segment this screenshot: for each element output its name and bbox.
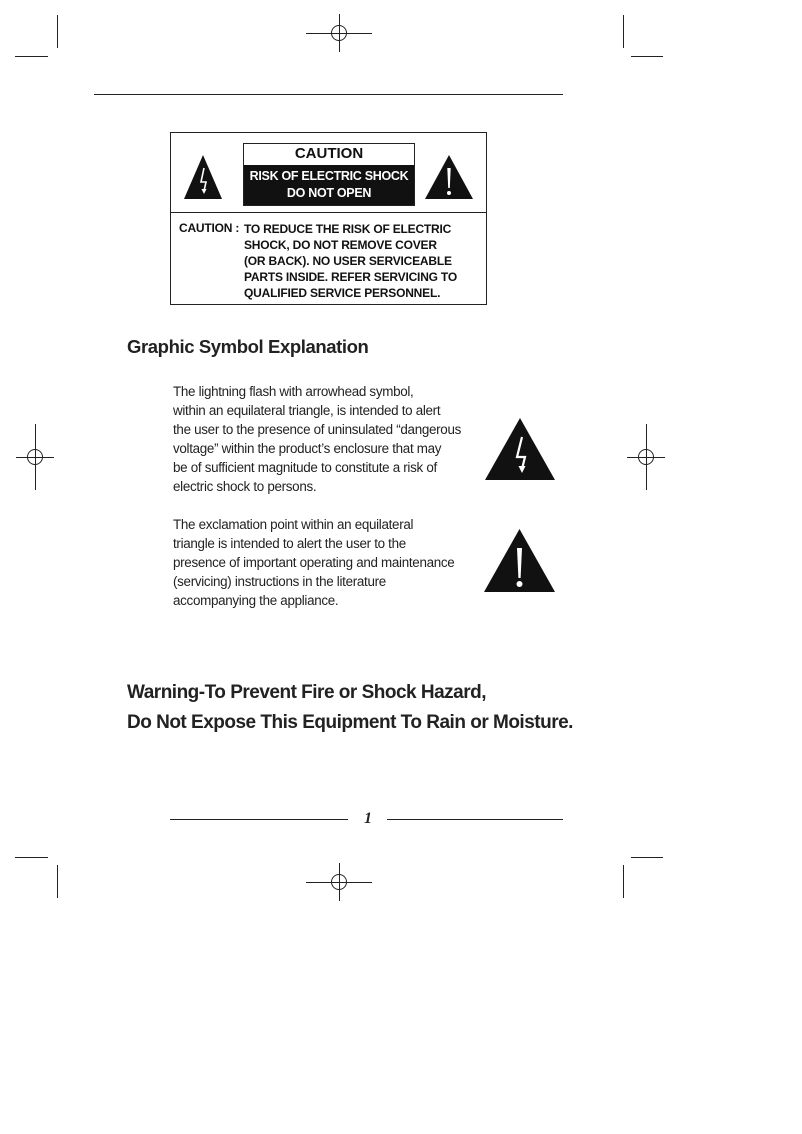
crop-mark-bottom-left-h: [15, 857, 48, 858]
risk-line-1: RISK OF ELECTRIC SHOCK: [249, 169, 409, 183]
exclamation-explanation: [173, 515, 454, 610]
exclamation-triangle-icon: [483, 528, 556, 593]
paragraph-line: presence of important operating and maintenance: [173, 555, 455, 570]
section-heading: Graphic Symbol Explanation: [127, 336, 369, 357]
crop-mark-bottom-right-h: [631, 857, 663, 858]
paragraph-line: (servicing) instructions in the literature: [173, 574, 386, 589]
crop-mark-top-left-h: [15, 56, 48, 57]
crop-mark-bottom-left-v: [57, 865, 58, 898]
caution-text-body: [244, 221, 457, 301]
paragraph-line: within an equilateral triangle, is intended to alert: [173, 403, 441, 418]
exclamation-triangle-icon: [424, 154, 474, 200]
caution-body-line: (OR BACK). NO USER SERVICEABLE: [244, 254, 452, 268]
caution-text-label: CAUTION :: [179, 221, 240, 235]
caution-title: CAUTION: [294, 145, 364, 162]
caution-label-box: [170, 132, 487, 305]
paragraph-line: voltage” within the product’s enclosure that may: [173, 441, 442, 456]
paragraph-line: accompanying the appliance.: [173, 593, 339, 608]
footer-rule-left: [170, 819, 348, 820]
caution-body-line: SHOCK, DO NOT REMOVE COVER: [244, 238, 437, 252]
crop-mark-top-right-v: [623, 15, 624, 48]
crop-mark-top-right-h: [631, 56, 663, 57]
page-number: 1: [364, 810, 372, 827]
crop-mark-top-left-v: [57, 15, 58, 48]
crop-mark-bottom-right-v: [623, 865, 624, 898]
lightning-triangle-icon: [183, 154, 223, 200]
footer-rule-right: [387, 819, 563, 820]
paragraph-line: The exclamation point within an equilateral: [173, 517, 414, 532]
caution-body-line: TO REDUCE THE RISK OF ELECTRIC: [244, 222, 452, 236]
paragraph-line: the user to the presence of uninsulated “dangerous: [173, 422, 461, 437]
header-rule: [94, 94, 563, 95]
caution-top-section: [171, 133, 486, 213]
paragraph-line: be of sufficient magnitude to constitute a risk of: [173, 460, 437, 475]
caution-body-line: PARTS INSIDE. REFER SERVICING TO: [244, 270, 457, 284]
caution-title-box: [243, 143, 415, 206]
paragraph-line: The lightning flash with arrowhead symbol,: [173, 384, 414, 399]
paragraph-line: triangle is intended to alert the user to the: [173, 536, 406, 551]
lightning-triangle-icon: [484, 417, 556, 481]
warning-line-2: Do Not Expose This Equipment To Rain or Moisture.: [127, 712, 573, 733]
warning-line-1: Warning-To Prevent Fire or Shock Hazard,: [127, 682, 487, 703]
caution-risk-banner: [244, 165, 414, 205]
risk-line-2: DO NOT OPEN: [286, 186, 372, 200]
lightning-explanation: [173, 382, 461, 496]
caution-body-line: QUALIFIED SERVICE PERSONNEL.: [244, 286, 441, 300]
paragraph-line: electric shock to persons.: [173, 479, 317, 494]
